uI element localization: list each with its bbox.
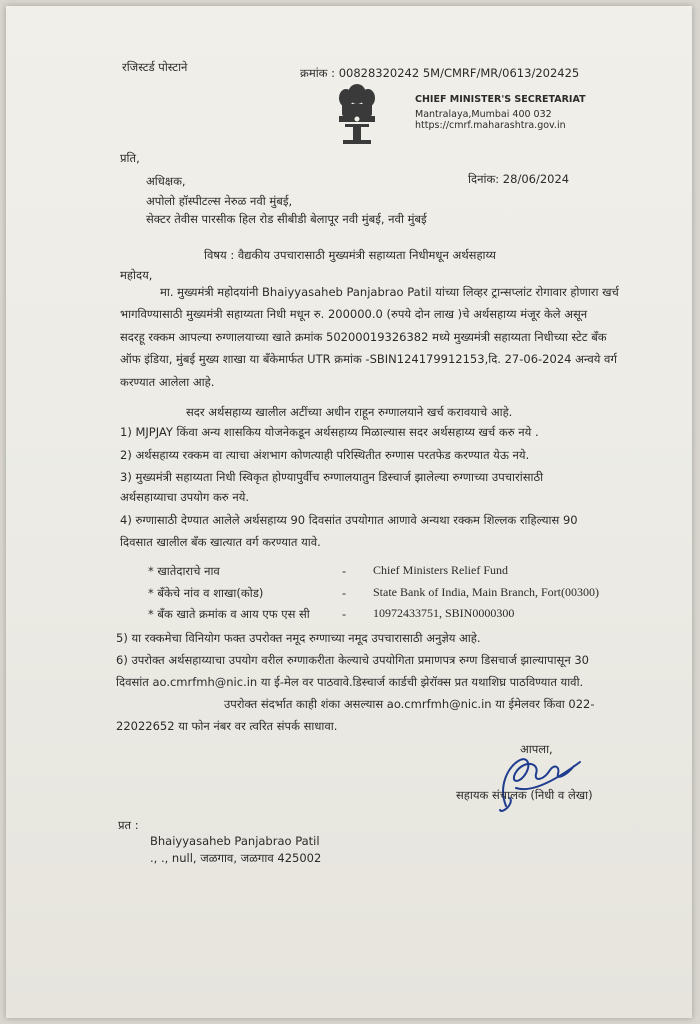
addressee-title: अधिक्षक,	[146, 174, 186, 188]
bank-dash-2: -	[342, 586, 347, 600]
bank-label-account-holder: * खातेदाराचे नाव	[148, 564, 220, 578]
body-p1-line-4: ऑफ इंडिया, मुंबई मुख्य शाखा या बँकेमार्फत UTR क्रमांक -SBIN124179912153,दि. 27-06-2024 अन्वये वर्ग	[120, 352, 617, 366]
bank-label-bank-branch: * बँकेचे नांव व शाखा(कोड)	[148, 586, 264, 600]
salutation: महोदय,	[120, 268, 153, 282]
query-line-1: उपरोक्त संदर्भात काही शंका असल्यास ao.cmrfmh@nic.in या ईमेलवर किंवा 022-	[224, 697, 595, 711]
condition-4-line-2: दिवसात खालील बँक खात्यात वर्ग करण्यात यावे.	[120, 535, 321, 549]
condition-3-line-1: 3) मुख्यमंत्री सहाय्यता निधी स्विकृत होण्यापुर्वीच रुग्णालयातुन डिस्चार्ज झालेल्या रुग्णाच्या उपचारांसाठी	[120, 470, 544, 484]
body-p1-line-2: भागविण्यासाठी मुख्यमंत्री सहाय्यता निधी मधून रु. 200000.0 (रुपये दोन लाख )चे अर्थसहाय्य मंजूर केले असून	[120, 307, 588, 321]
condition-6-line-2: दिवसांत ao.cmrfmh@nic.in या ई-मेल वर पाठवावे.डिस्चार्ज कार्डची झेरॉक्स प्रत यथाशिघ्र पाठविण्यात यावी.	[116, 675, 584, 689]
reference-number: क्रमांक : 00828320242 5M/CMRF/MR/0613/202425	[300, 66, 580, 80]
office-website: https://cmrf.maharashtra.gov.in	[415, 120, 566, 131]
to-label: प्रति,	[120, 151, 140, 165]
body-p1-line-5: करण्यात आलेला आहे.	[120, 375, 215, 389]
condition-4-line-1: 4) रुग्णासाठी देण्यात आलेले अर्थसहाय्य 90 दिवसांत उपयोगात आणावे अन्यथा रक्कम शिल्लक राहिल्यास 90	[120, 513, 578, 527]
body-p1-line-3: सदरहू रक्कम आपल्या रुग्णालयाच्या खाते क्रमांक 50200019326382 मध्ये मुख्यमंत्री सहाय्यता निधीच्या स्टेट बँक	[120, 330, 607, 344]
subject-line: विषय : वैद्यकीय उपचारासाठी मुख्यमंत्री सहाय्यता निधीमधून अर्थसहाय्य	[204, 248, 496, 262]
bank-label-account-ifsc: * बँक खाते क्रमांक व आय एफ एस सी	[148, 607, 310, 621]
bank-value-account-ifsc: 10972433751, SBIN0000300	[373, 606, 515, 620]
condition-1: 1) MJPJAY किंवा अन्य शासकिय योजनेकडून अर्थसहाय्य मिळाल्यास सदर अर्थसहाय्य खर्च करु नये .	[120, 425, 539, 439]
copy-name: Bhaiyyasaheb Panjabrao Patil	[150, 834, 320, 848]
addressee-line-1: अपोलो हॉस्पीटल्स नेरुळ नवी मुंबई,	[146, 194, 293, 208]
state-emblem-icon	[333, 80, 381, 148]
bank-value-account-holder: Chief Ministers Relief Fund	[373, 563, 508, 577]
copy-address: ., ., null, जळगाव, जळगाव 425002	[150, 851, 322, 865]
condition-2: 2) अर्थसहाय्य रक्कम वा त्याचा अंशभाग कोणत्याही परिस्थितीत रुग्णास परतफेड करण्यात येऊ नये.	[120, 448, 530, 462]
letter-date: दिनांक: 28/06/2024	[468, 172, 570, 186]
addressee-line-2: सेक्टर तेवीस पारसीक हिल रोड सीबीडी बेलापूर नवी मुंबई, नवी मुंबई	[146, 212, 427, 226]
closing-line: आपला,	[520, 742, 553, 756]
conditions-intro: सदर अर्थसहाय्य खालील अटींच्या अधीन राहून रुग्णालयाने खर्च करावयाचे आहे.	[186, 405, 513, 419]
bank-value-bank-branch: State Bank of India, Main Branch, Fort(00300)	[373, 585, 599, 599]
office-address: Mantralaya,Mumbai 400 032	[415, 109, 552, 120]
query-line-2: 22022652 या फोन नंबर वर त्वरित संपर्क साधावा.	[116, 719, 338, 733]
condition-6-line-1: 6) उपरोक्त अर्थसहाय्याचा उपयोग वरील रुग्णाकरीता केल्याचे उपयोगिता प्रमाणपत्र रुग्ण डिसचार्ज झाल्यापासून 30	[116, 653, 589, 667]
letter-page	[6, 6, 692, 1018]
signatory-designation: सहायक संचालक (निधी व लेखा)	[456, 788, 593, 802]
condition-5: 5) या रक्कमेचा विनियोग फक्त उपरोक्त नमूद रुग्णाच्या नमूद उपचारासाठी अनुज्ञेय आहे.	[116, 631, 481, 645]
body-p1-line-1: मा. मुख्यमंत्री महोदयांनी Bhaiyyasaheb Panjabrao Patil यांच्या लिव्हर ट्रान्सप्लांट रोगावार होणारा खर्च	[160, 285, 619, 299]
bank-dash-1: -	[342, 564, 347, 578]
condition-3-line-2: अर्थसहाय्याचा उपयोग करु नये.	[120, 490, 250, 504]
signature-icon	[488, 736, 588, 816]
registered-post-label: रजिस्टर्ड पोस्टाने	[122, 60, 188, 74]
bank-dash-3: -	[342, 607, 347, 621]
office-name: CHIEF MINISTER'S SECRETARIAT	[415, 94, 586, 105]
copy-label: प्रत :	[118, 818, 139, 832]
